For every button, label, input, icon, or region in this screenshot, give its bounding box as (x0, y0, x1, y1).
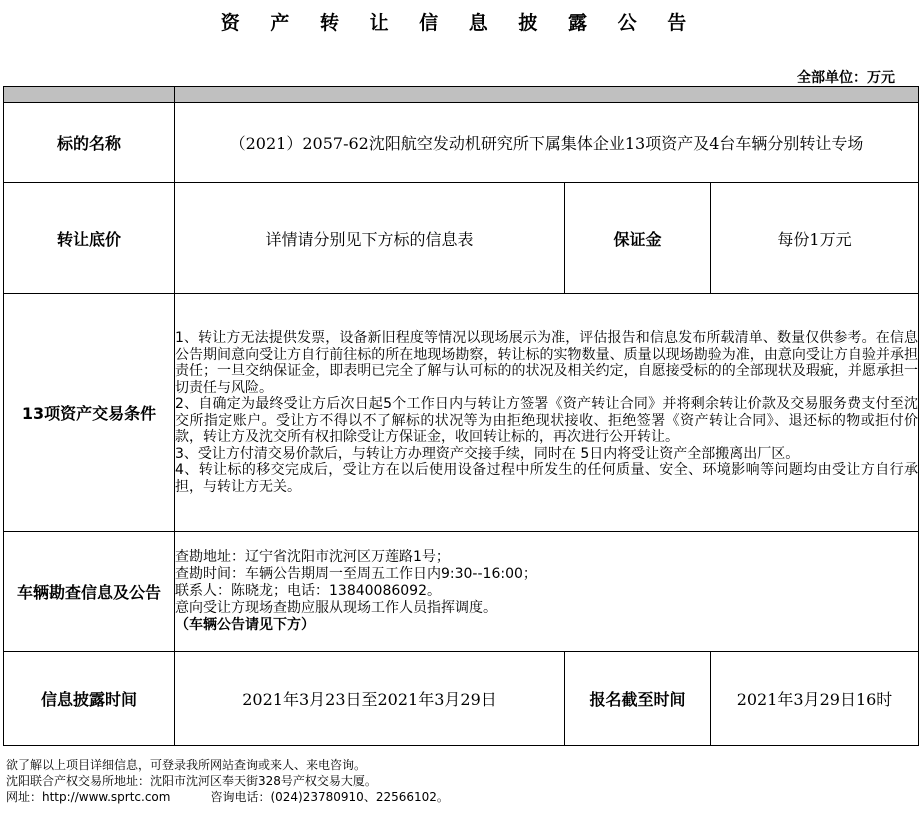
header-bar-left (4, 87, 175, 103)
vehicle-line: 意向受让方现场查勘应服从现场工作人员指挥调度。 (175, 600, 497, 616)
conditions-label: 13项资产交易条件 (4, 294, 175, 532)
table-row (4, 294, 919, 532)
table-row (4, 103, 919, 183)
footer-address: 沈阳联合产权交易所地址：沈阳市沈河区奉天街328号产权交易大厦。 (6, 774, 377, 788)
table-row (4, 532, 919, 652)
disclosure-table (3, 86, 919, 746)
footer-contact (6, 789, 449, 805)
unit-note: 全部单位：万元 (797, 70, 895, 86)
vehicle-note: （车辆公告请见下方） (175, 617, 315, 633)
deposit-label: 保证金 (565, 183, 711, 294)
header-bar-row (4, 87, 919, 103)
condition-item: 1、转让方无法提供发票，设备新旧程度等情况以现场展示为准，评估报告和信息发布所载清单、数量仅供参考。在信息公告期间意向受让方自行前往标的所在地现场勘察，转让标的实物数量、质量以现场勘验为准，由意向受让方自验并承担责任；一旦交纳保证金，即表明已完全了解与认可标的的状况及相关约定，自愿接受标的的全部现状及瑕疵，并愿承担一切责任与风险。 (175, 330, 919, 396)
deadline-value: 2021年3月29日16时 (711, 652, 919, 746)
conditions-text (175, 294, 919, 532)
disclosure-label: 信息披露时间 (4, 652, 175, 746)
condition-item: 4、转让标的移交完成后，受让方在以后使用设备过程中所发生的任何质量、安全、环境影响等问题均由受让方自行承担，与转让方无关。 (175, 462, 919, 495)
page-title: 资 产 转 让 信 息 披 露 公 告 (220, 12, 699, 34)
vehicle-line: 查勘地址：辽宁省沈阳市沈河区万莲路1号； (175, 549, 450, 565)
vehicle-line: 查勘时间：车辆公告期周一至周五工作日内9:30--16:00； (175, 566, 537, 582)
footer (6, 757, 449, 805)
table-row (4, 183, 919, 294)
disclosure-value: 2021年3月23日至2021年3月29日 (175, 652, 565, 746)
deposit-value: 每份1万元 (711, 183, 919, 294)
deadline-label: 报名截至时间 (565, 652, 711, 746)
vehicle-info (175, 532, 919, 652)
footer-line: 欲了解以上项目详细信息，可登录我所网站查询或来人、来电咨询。 (6, 758, 367, 772)
name-label: 标的名称 (4, 103, 175, 183)
vehicle-line: 联系人：陈晓龙；电话：13840086092。 (175, 583, 441, 599)
price-value: 详情请分别见下方标的信息表 (175, 183, 565, 294)
header-bar-right (175, 87, 919, 103)
condition-item: 2、自确定为最终受让方后次日起5个工作日内与转让方签署《资产转让合同》并将剩余转让价款及交易服务费支付至沈交所指定账户。受让方不得以不了解标的状况等为由拒绝现状接收、拒绝签署《资产转让合同》、退还标的物或拒付价款，转让方及沈交所有权扣除受让方保证金，收回转让标的，再次进行公开转让。 (175, 396, 919, 445)
phone-number: 咨询电话：(024)23780910、22566102。 (210, 790, 449, 804)
website-link[interactable]: 网址：http://www.sprtc.com (6, 790, 171, 804)
price-label: 转让底价 (4, 183, 175, 294)
name-value: （2021）2057-62沈阳航空发动机研究所下属集体企业13项资产及4台车辆分别转让专场 (175, 103, 919, 183)
vehicle-label: 车辆勘查信息及公告 (4, 532, 175, 652)
condition-item: 3、受让方付清交易价款后，与转让方办理资产交接手续，同时在 5日内将受让资产全部搬离出厂区。 (175, 445, 800, 462)
table-row (4, 652, 919, 746)
